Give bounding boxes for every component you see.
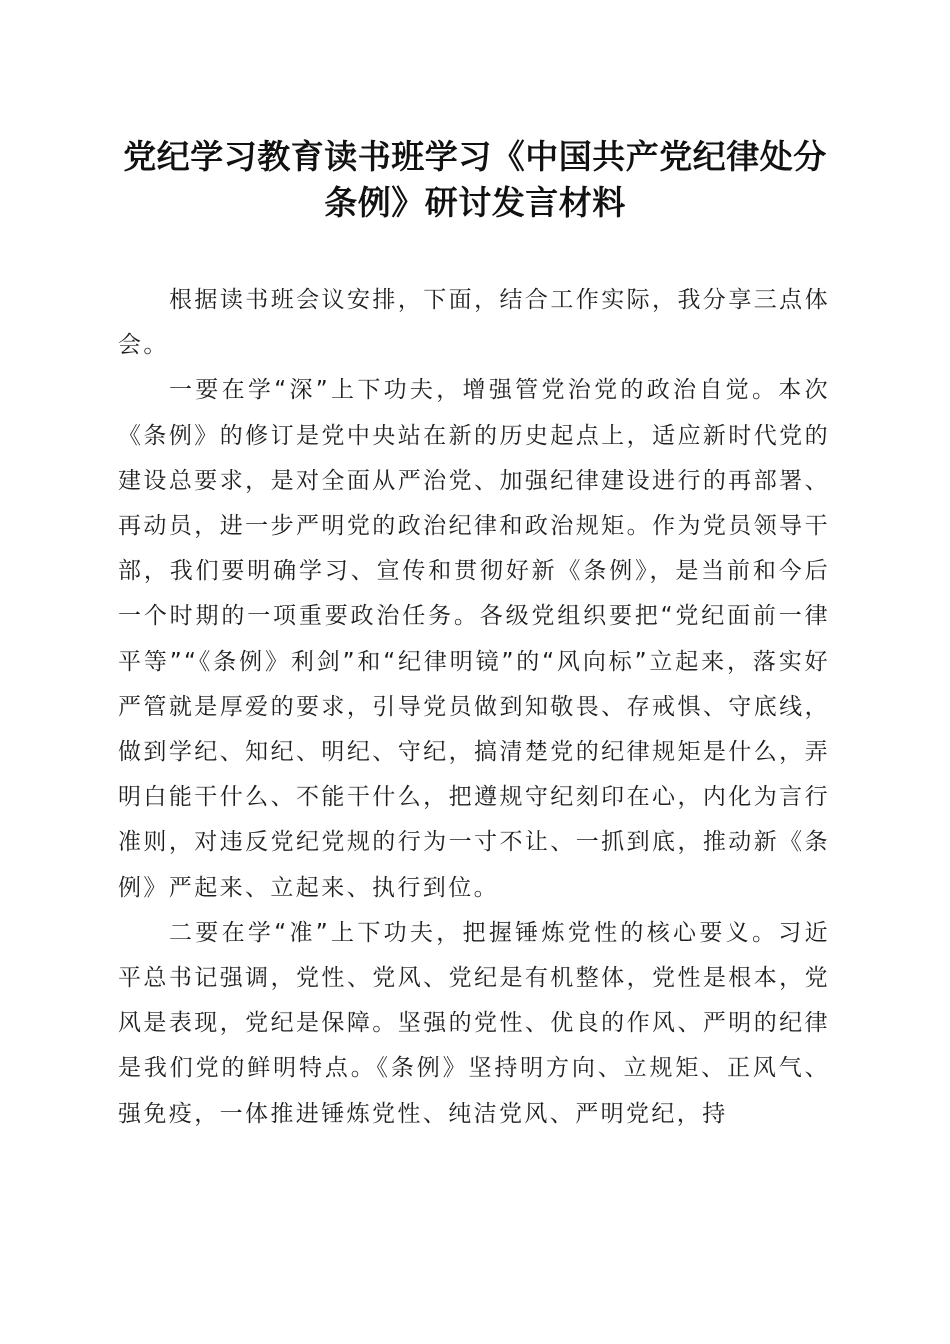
paragraph-point-one: 一要在学“深”上下功夫，增强管党治党的政治自觉。本次《条例》的修订是党中央站在新的历史起点上，适应新时代党的建设总要求，是对全面从严治党、加强纪律建设进行的再部署、再动员，进一步严明党的政治纪律和政治规矩。作为党员领导干部，我们要明确学习、宣传和贯彻好新《条例》，是当前和今后一个时期的一项重要政治任务。各级党组织要把“党纪面前一律平等”“《条例》利剑”和“纪律明镜”的“风向标”立起来，落实好严管就是厚爱的要求，引导党员做到知敬畏、存戒惧、守底线，做到学纪、知纪、明纪、守纪，搞清楚党的纪律规矩是什么，弄明白能干什么、不能干什么，把遵规守纪刻印在心，内化为言行准则，对违反党纪党规的行为一寸不让、一抓到底，推动新《条例》严起来、立起来、执行到位。	[118, 377, 830, 901]
document-body	[118, 278, 830, 1137]
paragraph-intro: 根据读书班会议安排，下面，结合工作实际，我分享三点体会。	[118, 287, 830, 359]
paragraph-point-two: 二要在学“准”上下功夫，把握锤炼党性的核心要义。习近平总书记强调，党性、党风、党纪是有机整体，党性是根本，党风是表现，党纪是保障。坚强的党性、优良的作风、严明的纪律是我们党的鲜明特点。《条例》坚持明方向、立规矩、正风气、强免疫，一体推进锤炼党性、纯洁党风、严明党纪，持	[118, 919, 830, 1127]
document-title: 党纪学习教育读书班学习《中国共产党纪律处分条例》研讨发言材料	[123, 137, 827, 222]
